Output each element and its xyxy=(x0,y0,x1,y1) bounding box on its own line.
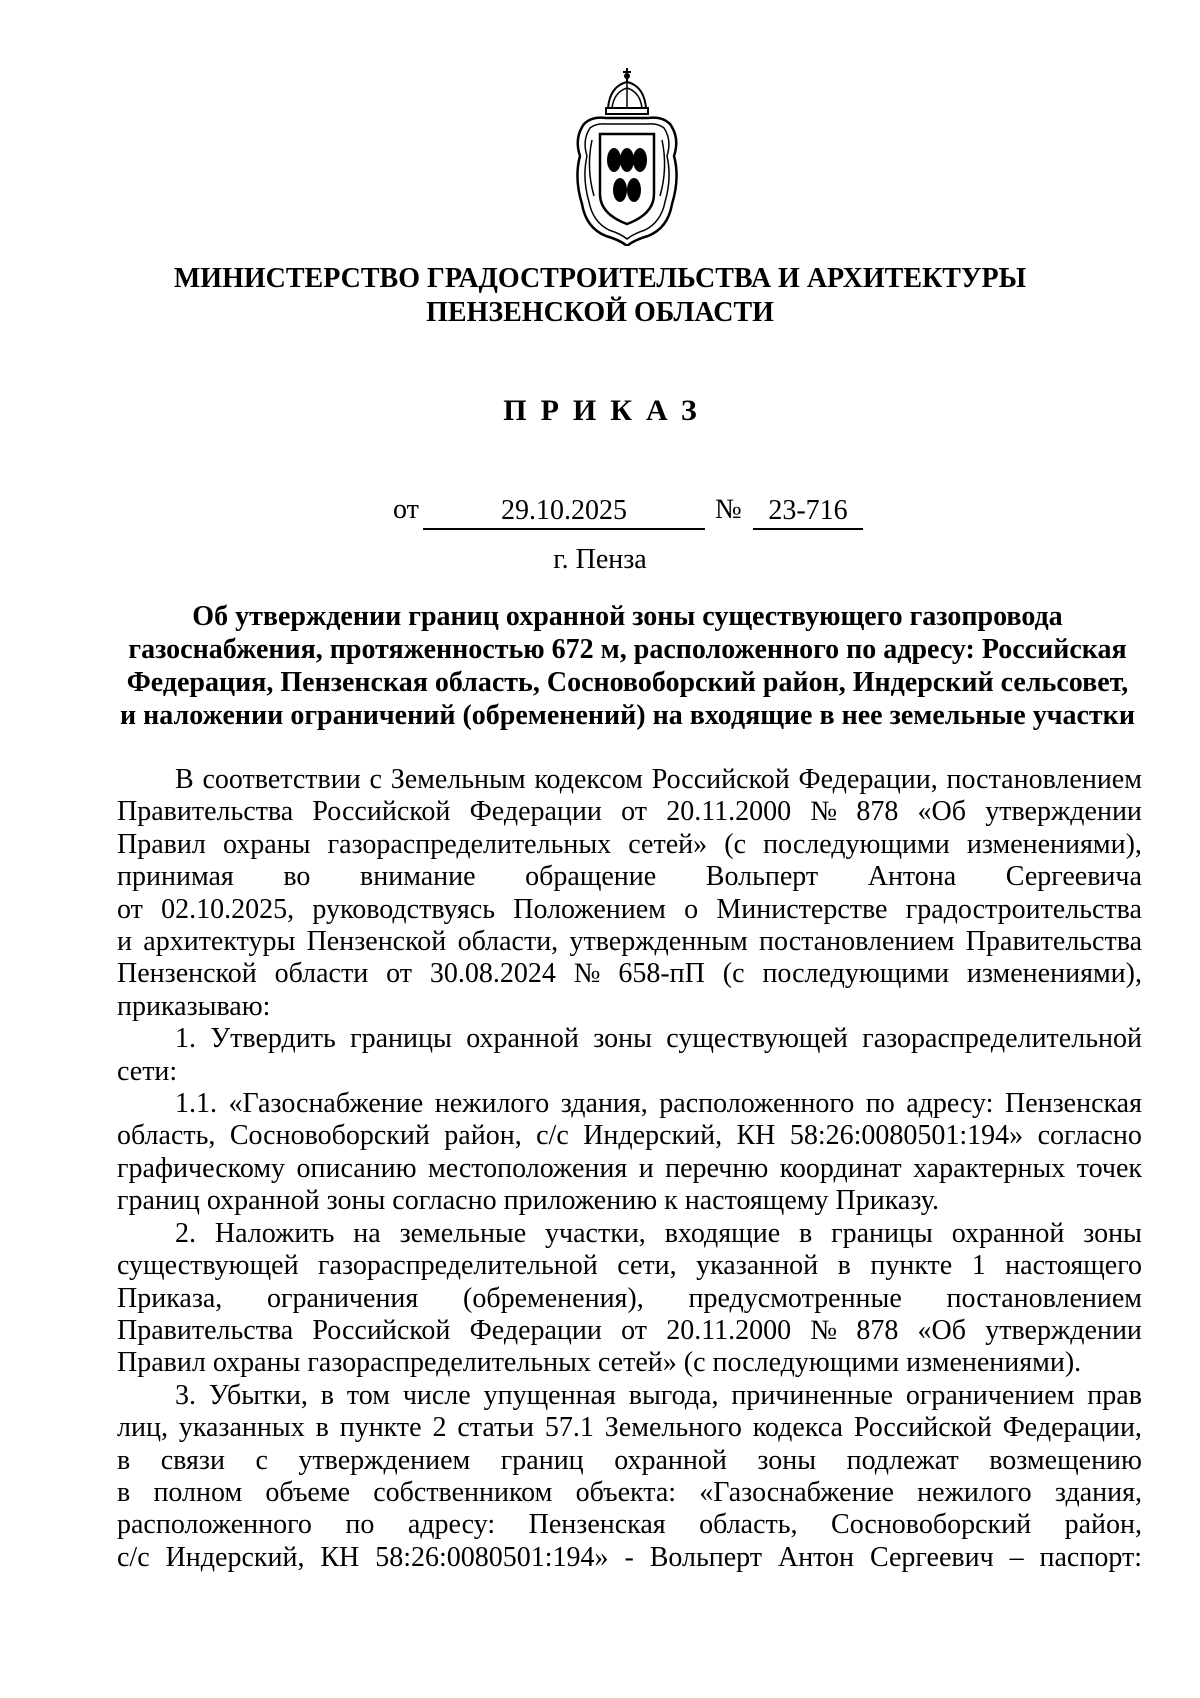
body-line: существующей газораспределительной сети, указанной в пункте 1 настоящего xyxy=(117,1250,1142,1282)
body-line: В соответствии с Земельным кодексом Российской Федерации, постановлением xyxy=(175,764,1142,795)
date-label: от xyxy=(393,494,419,525)
body-line: Пензенской области от 30.08.2024 № 658-пП (с последующими изменениями), xyxy=(117,958,1142,990)
date-number-line xyxy=(0,494,1200,530)
body-line: с/с Индерский, КН 58:26:0080501:194» - Вольперт Антон Сергеевич – паспорт: xyxy=(117,1541,1142,1573)
body-line: Правительства Российской Федерации от 20.11.2000 № 878 «Об утверждении xyxy=(117,796,1142,828)
body-line: и архитектуры Пензенской области, утвержденным постановлением Правительства xyxy=(117,926,1142,958)
body-line: в полном объеме собственником объекта: «Газоснабжение нежилого здания, xyxy=(117,1476,1142,1508)
document-date: 29.10.2025 xyxy=(423,494,705,530)
document-number: 23-716 xyxy=(753,494,863,530)
subject-line: газоснабжения, протяженностью 672 м, расположенного по адресу: Российская xyxy=(128,634,1127,665)
body-line: 3. Убытки, в том числе упущенная выгода, причиненные ограничением прав xyxy=(175,1379,1142,1411)
body-line: 1.1. «Газоснабжение нежилого здания, расположенного по адресу: Пензенская xyxy=(175,1088,1142,1120)
body-line: в связи с утверждением границ охранной зоны подлежат возмещению xyxy=(117,1444,1142,1476)
document-subject xyxy=(110,600,1145,732)
body-line: Приказа, ограничения (обременения), предусмотренные постановлением xyxy=(117,1282,1142,1314)
body-line: лиц, указанных в пункте 2 статьи 57.1 Земельного кодекса Российской Федерации, xyxy=(117,1412,1142,1444)
subject-line: Федерация, Пензенская область, Сосновоборский район, Индерский сельсовет, xyxy=(126,667,1129,698)
document-title: ПРИКАЗ xyxy=(503,394,711,427)
body-line: сети: xyxy=(117,1055,178,1087)
document-body xyxy=(117,764,1142,1574)
body-line: расположенного по адресу: Пензенская область, Сосновоборский район, xyxy=(117,1509,1142,1541)
body-line: 1. Утвердить границы охранной зоны существующей газораспределительной xyxy=(175,1023,1142,1055)
body-line: от 02.10.2025, руководствуясь Положением о Министерстве градостроительства xyxy=(117,893,1142,925)
body-line: область, Сосновоборский район, с/с Индерский, КН 58:26:0080501:194» согласно xyxy=(117,1120,1142,1152)
organization-name-line2: ПЕНЗЕНСКОЙ ОБЛАСТИ xyxy=(426,297,774,328)
organization-name-line1: МИНИСТЕРСТВО ГРАДОСТРОИТЕЛЬСТВА И АРХИТЕКТУРЫ xyxy=(173,263,1027,294)
body-line: Правил охраны газораспределительных сетей» (с последующими изменениями). xyxy=(117,1347,1082,1379)
body-line: приказываю: xyxy=(117,990,271,1022)
body-line: границ охранной зоны согласно приложению к настоящему Приказу. xyxy=(117,1185,939,1217)
subject-line: и наложении ограничений (обременений) на входящие в нее земельные участки xyxy=(120,700,1135,731)
body-line: принимая во внимание обращение Вольперт Антона Сергеевича xyxy=(117,861,1142,893)
number-label: № xyxy=(715,494,742,525)
subject-line: Об утверждении границ охранной зоны существующего газопровода xyxy=(192,601,1063,632)
body-line: Правительства Российской Федерации от 20.11.2000 № 878 «Об утверждении xyxy=(117,1314,1142,1346)
body-line: Правил охраны газораспределительных сетей» (с последующими изменениями), xyxy=(117,828,1142,860)
city: г. Пенза xyxy=(553,544,647,575)
body-line: графическому описанию местоположения и перечню координат характерных точек xyxy=(117,1152,1142,1184)
body-line: 2. Наложить на земельные участки, входящие в границы охранной зоны xyxy=(175,1217,1142,1249)
coat-of-arms-icon xyxy=(572,68,682,246)
